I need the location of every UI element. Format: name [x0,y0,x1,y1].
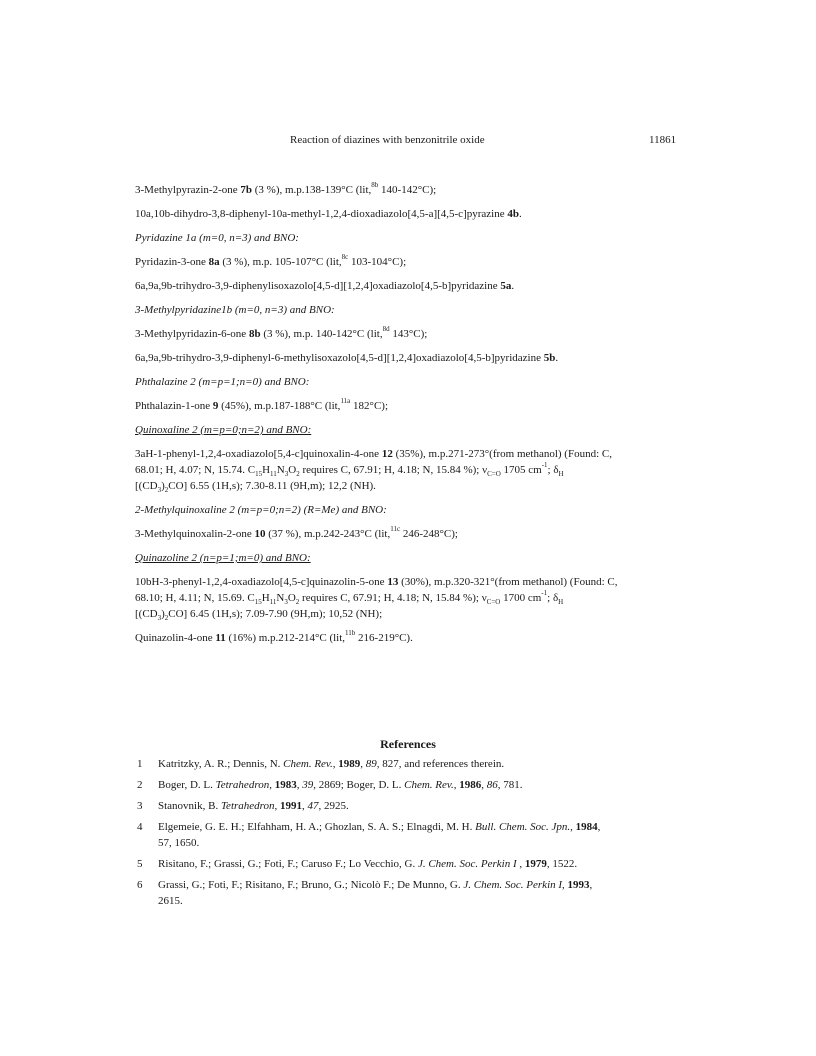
section-heading: 2-Methylquinoxaline 2 (m=p=0;n=2) (R=Me) and BNO: [135,504,387,516]
compound-paragraph: 3aH-1-phenyl-1,2,4-oxadiazolo[5,4-c]quinoxalin-4-one 12 (35%), m.p.271-273°(from methanol) (Found: C, 68.01; H, 4.07; N, 15.74. $C_{15}H_{11}N_3O_2$ requires C, 67.91; H, 4.18; N, 15.84 %); $\nu_{C=O}$ 1705 $cm^{-1}$; $\delta_H$ $[(CD_3)_2CO]$ 6.55 (1H,s); 7.30-8.11 (9H,m); 12,2 (NH). [135,448,612,495]
section-heading: Quinazoline 2 (n=p=1;m=0) and BNO: [135,552,311,564]
compound-line: Quinazolin-4-one 11 (16%) m.p.212-214°C (lit,$^{11b}$ 216-219°C). [135,629,413,644]
reference-item: 3 Stanovnik, B. Tetrahedron, 1991, 47, 2925. [137,800,349,812]
compound-line: 3-Methylpyridazin-6-one 8b (3 %), m.p. 140-142°C (lit,$^{8d}$ 143°C); [135,325,428,340]
reference-item: 2 Boger, D. L. Tetrahedron, 1983, 39, 2869; Boger, D. L. Chem. Rev., 1986, 86, 781. [137,779,523,791]
section-heading: Phthalazine 2 (m=p=1;n=0) and BNO: [135,376,310,388]
compound-line: 3-Methylquinoxalin-2-one 10 (37 %), m.p.242-243°C (lit,$^{11c}$ 246-248°C); [135,525,458,540]
compound-line: Phthalazin-1-one 9 (45%), m.p.187-188°C (lit,$^{11a}$ 182°C); [135,397,389,412]
section-heading: Quinoxaline 2 (m=p=0;n=2) and BNO: [135,424,312,436]
reference-item: 5 Risitano, F.; Grassi, G.; Foti, F.; Caruso F.; Lo Vecchio, G. J. Chem. Soc. Perkin I , 1979, 1522. [137,858,578,870]
compound-line: 6a,9a,9b-trihydro-3,9-diphenylisoxazolo[4,5-d][1,2,4]oxadiazolo[4,5-b]pyridazine 5a. [135,280,515,292]
references-list [135,756,685,914]
compound-line: 10a,10b-dihydro-3,8-diphenyl-10a-methyl-1,2,4-dioxadiazolo[4,5-a][4,5-c]pyrazine 4b. [135,208,522,220]
references-heading: References [380,737,436,751]
compound-line: 6a,9a,9b-trihydro-3,9-diphenyl-6-methylisoxazolo[4,5-d][1,2,4]oxadiazolo[4,5-b]pyridazine 5b. [135,352,559,364]
section-heading: 3-Methylpyridazine1b (m=0, n=3) and BNO: [135,304,335,316]
reference-item: 4 Elgemeie, G. E. H.; Elfahham, H. A.; Ghozlan, S. A. S.; Elnagdi, M. H. Bull. Chem. Soc. Jpn., 1984, 57, 1650. [137,821,601,849]
compound-paragraph: 10bH-3-phenyl-1,2,4-oxadiazolo[4,5-c]quinazolin-5-one 13 (30%), m.p.320-321°(from methanol) (Found: C, 68.10; H, 4.11; N, 15.69. $C_{15}H_{11}N_3O_2$ requires C, 67.91; H, 4.18; N, 15.84 %); $\nu_{C=O}$ 1700 $cm^{-1}$; $\delta_H$ $[(CD_3)_2CO]$ 6.45 (1H,s); 7.09-7.90 (9H,m); 10,52 (NH); [135,576,618,623]
reference-item: 6 Grassi, G.; Foti, F.; Risitano, F.; Bruno, G.; Nicolò F.; De Munno, G. J. Chem. Soc. Perkin I, 1993, 2615. [137,879,593,907]
reference-item: 1 Katritzky, A. R.; Dennis, N. Chem. Rev., 1989, 89, 827, and references therein. [137,758,505,770]
compound-line: 3-Methylpyrazin-2-one 7b (3 %), m.p.138-139°C (lit,$^{8b}$ 140-142°C); [135,181,437,196]
running-header [0,134,816,150]
page-number: 11861 [649,134,677,146]
experimental-section [135,182,685,646]
compound-line: Pyridazin-3-one 8a (3 %), m.p. 105-107°C (lit,$^{8c}$ 103-104°C); [135,253,407,268]
running-title: Reaction of diazines with benzonitrile oxide [290,134,485,146]
section-heading: Pyridazine 1a (m=0, n=3) and BNO: [135,232,299,244]
